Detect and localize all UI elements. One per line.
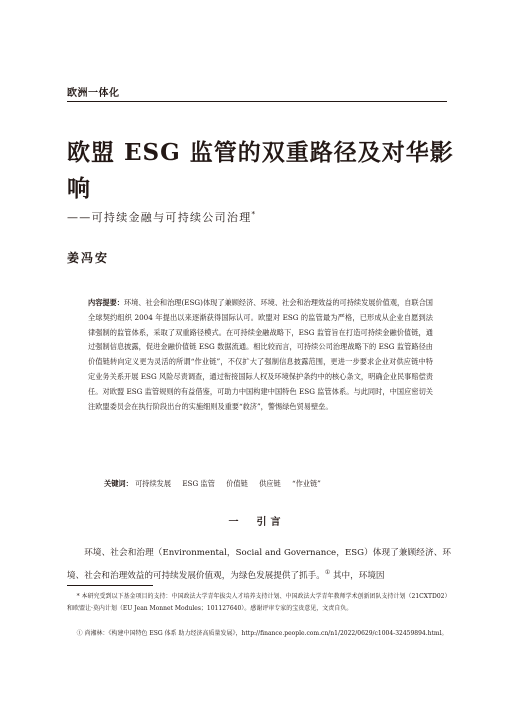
section-label: 欧洲一体化: [67, 88, 120, 99]
author-name: 姜冯安: [67, 251, 110, 265]
footnote-funding: * 本研究受到以下基金项目的支持：中国政法大学青年拔尖人才培养支持计划、中国政法大学青年教师学术创新团队支持计划（21CXTD02）和欧盟让·莫内计划（EU Jean Monnet Modules；101127640）。感谢评审专家的宝贵意见，文责自负。: [67, 593, 451, 612]
keyword: ESG 监管: [182, 479, 215, 488]
section-divider: [67, 101, 447, 102]
abstract-text: 环境、社会和治理(ESG)体现了兼顾经济、环境、社会和治理效益的可持续发展价值观，自联合国全球契约组织 2004 年提出以来逐渐获得国际认可。欧盟对 ESG 的监管最为严格，已形成从企业自愿到法律强制的监管体系，采取了双重路径模式。在可持续金融战略下，ESG 监管旨在打造可持续金融价值链，通过强制信息披露，促进金融价值链 ESG 数据流通。相比较而言，可持续公司治理战略下的 ESG 监管路径由价值链转向定义更为灵活的所谓“作业链”，不仅扩大了强制信息披露范围，更进一步要求企业对供应链中特定业务关系开展 ESG 风险尽责调查，通过衔接国际人权及环境保护条约中的核心条文，明确企业民事赔偿责任。对欧盟 ESG 监管规则的有益借鉴，可助力中国构建中国特色 ESG 监管体系。与此同时，中国应密切关注欧盟委员会在执行阶段出台的实施细则及重要“救济”，警惕绿色贸易壁垒。: [88, 298, 433, 411]
footnote-ref: ①: [324, 569, 331, 576]
subtitle-text: ——可持续金融与可持续公司治理: [67, 211, 252, 224]
section-heading: 一 引言: [228, 517, 285, 528]
article-subtitle: [67, 209, 256, 225]
keywords: [104, 479, 330, 489]
body-paragraph: [67, 544, 451, 586]
footnote-divider: [67, 585, 153, 586]
keywords-label: 关键词：: [104, 479, 133, 488]
abstract-label: 内容提要：: [88, 298, 124, 307]
keyword: “作业链”: [291, 479, 321, 488]
body-text: 环境、社会和治理（Environmental，Social and Governance，ESG）体现了兼顾经济、环境、社会和治理效益的可持续发展价值观，为绿色发展提供了抓手。: [67, 548, 451, 581]
article-title: 欧盟 ESG 监管的双重路径及对华影响: [67, 139, 454, 202]
footnote-reference: ① 尚湘林：《构建中国特色 ESG 体系 助力经济高质量发展》，http://finance.people.com.cn/n1/2022/0629/c1004-32459894.html。: [76, 630, 448, 637]
body-text-tail: 其中，环境因: [332, 570, 385, 581]
keyword: 供应链: [259, 479, 281, 488]
keyword: 可持续发展: [135, 479, 172, 488]
keyword: 价值链: [226, 479, 248, 488]
abstract: [88, 296, 433, 414]
subtitle-footnote-mark: *: [251, 210, 257, 219]
